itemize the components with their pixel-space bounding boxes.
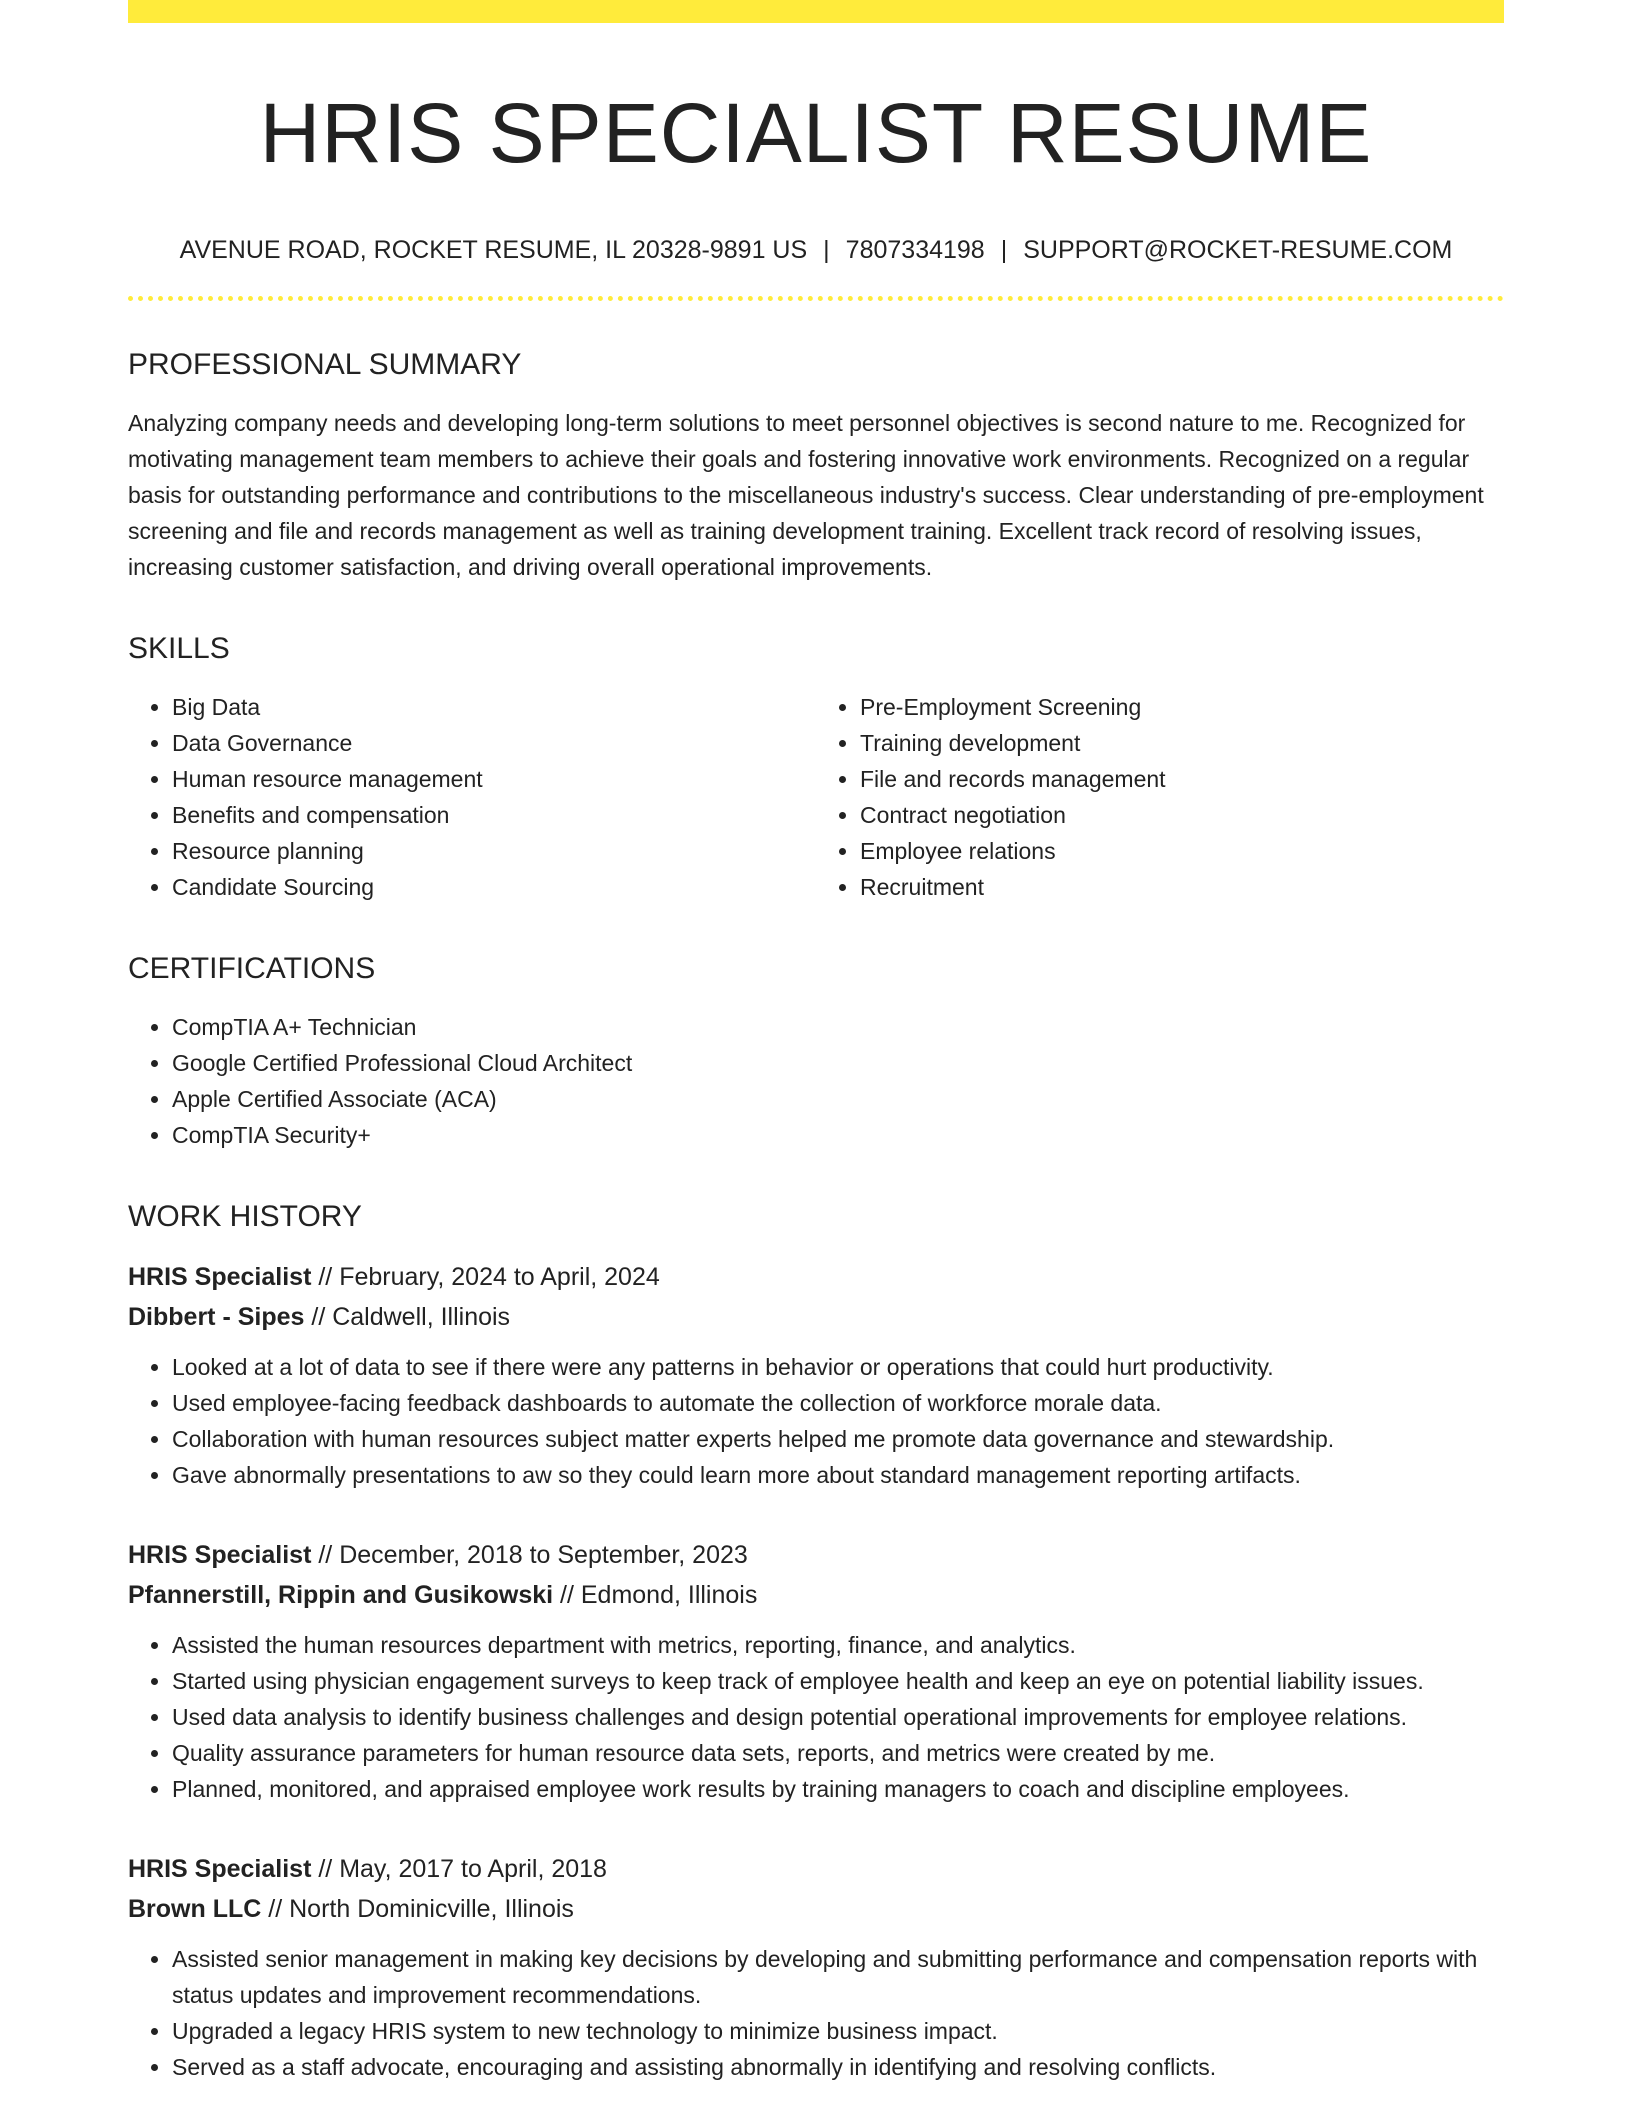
certification-item: • Google Certified Professional Cloud Architect: [172, 1045, 1504, 1081]
job-location: // Edmond, Illinois: [553, 1581, 758, 1610]
job-dates: // February, 2024 to April, 2024: [311, 1263, 660, 1292]
work-history-heading: WORK HISTORY: [128, 1200, 362, 1234]
contact-phone: 7807334198: [845, 235, 985, 264]
job-entry: [128, 1257, 1504, 1493]
work-history-section: [128, 1199, 1504, 2085]
job-bullet: • Collaboration with human resources subject matter experts helped me promote data governance and stewardship.: [172, 1421, 1504, 1457]
contact-line: [128, 234, 1504, 267]
job-bullet: • Looked at a lot of data to see if there were any patterns in behavior or operations that could hurt productivity.: [172, 1349, 1504, 1385]
skill-item: • File and records management: [860, 761, 1504, 797]
summary-heading: PROFESSIONAL SUMMARY: [128, 348, 522, 382]
contact-separator: |: [823, 235, 830, 264]
skill-item: • Contract negotiation: [860, 797, 1504, 833]
resume-title: HRIS SPECIALIST RESUME: [259, 86, 1373, 180]
summary-section: [128, 347, 1504, 585]
skills-heading: SKILLS: [128, 632, 230, 666]
skill-item: • Employee relations: [860, 833, 1504, 869]
certifications-heading: CERTIFICATIONS: [128, 952, 376, 986]
job-dates: // May, 2017 to April, 2018: [311, 1855, 607, 1884]
job-location: // North Dominicville, Illinois: [261, 1895, 574, 1924]
job-company-line: [128, 1575, 1504, 1615]
job-bullet: • Served as a staff advocate, encouraging and assisting abnormally in identifying and resolving conflicts.: [172, 2049, 1504, 2085]
job-bullet: • Used data analysis to identify business challenges and design potential operational improvements for employee relations.: [172, 1699, 1504, 1735]
job-company: Dibbert - Sipes: [128, 1303, 305, 1332]
job-entry: [128, 1535, 1504, 1807]
certification-item: • CompTIA A+ Technician: [172, 1009, 1504, 1045]
skill-item: • Human resource management: [172, 761, 816, 797]
job-bullet: • Planned, monitored, and appraised employee work results by training managers to coach and discipline employees.: [172, 1771, 1504, 1807]
skill-item: • Resource planning: [172, 833, 816, 869]
dotted-divider: [128, 296, 1504, 301]
contact-separator: |: [1000, 235, 1008, 264]
job-title: HRIS Specialist: [128, 1541, 312, 1570]
job-title-line: [128, 1535, 1504, 1575]
certification-item: • CompTIA Security+: [172, 1117, 1504, 1153]
skill-item: • Candidate Sourcing: [172, 869, 816, 905]
job-company-line: [128, 1297, 1504, 1337]
job-title-line: [128, 1849, 1504, 1889]
skills-list-left: [128, 689, 816, 905]
skill-item: • Training development: [860, 725, 1504, 761]
job-bullet: • Assisted the human resources department with metrics, reporting, finance, and analytics.: [172, 1627, 1504, 1663]
job-bullet: • Quality assurance parameters for human resource data sets, reports, and metrics were created by me.: [172, 1735, 1504, 1771]
contact-email: SUPPORT@ROCKET-RESUME.COM: [1023, 235, 1453, 264]
resume-page: [128, 0, 1504, 2085]
job-bullet: • Assisted senior management in making key decisions by developing and submitting performance and compensation reports with status updates and improvement recommendations.: [172, 1941, 1504, 2013]
job-bullets: [128, 1627, 1504, 1807]
skill-item: • Data Governance: [172, 725, 816, 761]
certification-item: • Apple Certified Associate (ACA): [172, 1081, 1504, 1117]
skill-item: • Benefits and compensation: [172, 797, 816, 833]
job-bullets: [128, 1941, 1504, 2085]
skill-item: • Recruitment: [860, 869, 1504, 905]
skills-grid: [128, 689, 1504, 905]
certifications-list: [128, 1009, 1504, 1153]
job-title: HRIS Specialist: [128, 1855, 312, 1884]
job-bullets: [128, 1349, 1504, 1493]
job-dates: // December, 2018 to September, 2023: [311, 1541, 748, 1570]
skill-item: • Pre-Employment Screening: [860, 689, 1504, 725]
contact-address: AVENUE ROAD, ROCKET RESUME, IL 20328-9891 US: [179, 235, 808, 264]
job-company: Pfannerstill, Rippin and Gusikowski: [128, 1581, 554, 1610]
top-accent-bar: [128, 0, 1504, 23]
job-entry: [128, 1849, 1504, 2085]
summary-text: Analyzing company needs and developing long-term solutions to meet personnel objectives is second nature to me. Recognized for motivating management team members to achieve their goals and fostering innovative work environments. Recognized on a regular basis for outstanding performance and contributions to the miscellaneous industry's success. Clear understanding of pre-employment screening and file and records management as well as training development training. Excellent track record of resolving issues, increasing customer satisfaction, and driving overall operational improvements.: [128, 410, 1484, 581]
skills-list-right: [816, 689, 1504, 905]
job-location: // Caldwell, Illinois: [304, 1303, 511, 1332]
certifications-section: [128, 951, 1504, 1153]
job-bullet: • Started using physician engagement surveys to keep track of employee health and keep an eye on potential liability issues.: [172, 1663, 1504, 1699]
job-bullet: • Upgraded a legacy HRIS system to new technology to minimize business impact.: [172, 2013, 1504, 2049]
job-company: Brown LLC: [128, 1895, 262, 1924]
skill-item: • Big Data: [172, 689, 816, 725]
job-bullet: • Used employee-facing feedback dashboards to automate the collection of workforce morale data.: [172, 1385, 1504, 1421]
skills-section: [128, 631, 1504, 905]
job-title-line: [128, 1257, 1504, 1297]
job-title: HRIS Specialist: [128, 1263, 312, 1292]
job-company-line: [128, 1889, 1504, 1929]
job-bullet: • Gave abnormally presentations to aw so they could learn more about standard management reporting artifacts.: [172, 1457, 1504, 1493]
